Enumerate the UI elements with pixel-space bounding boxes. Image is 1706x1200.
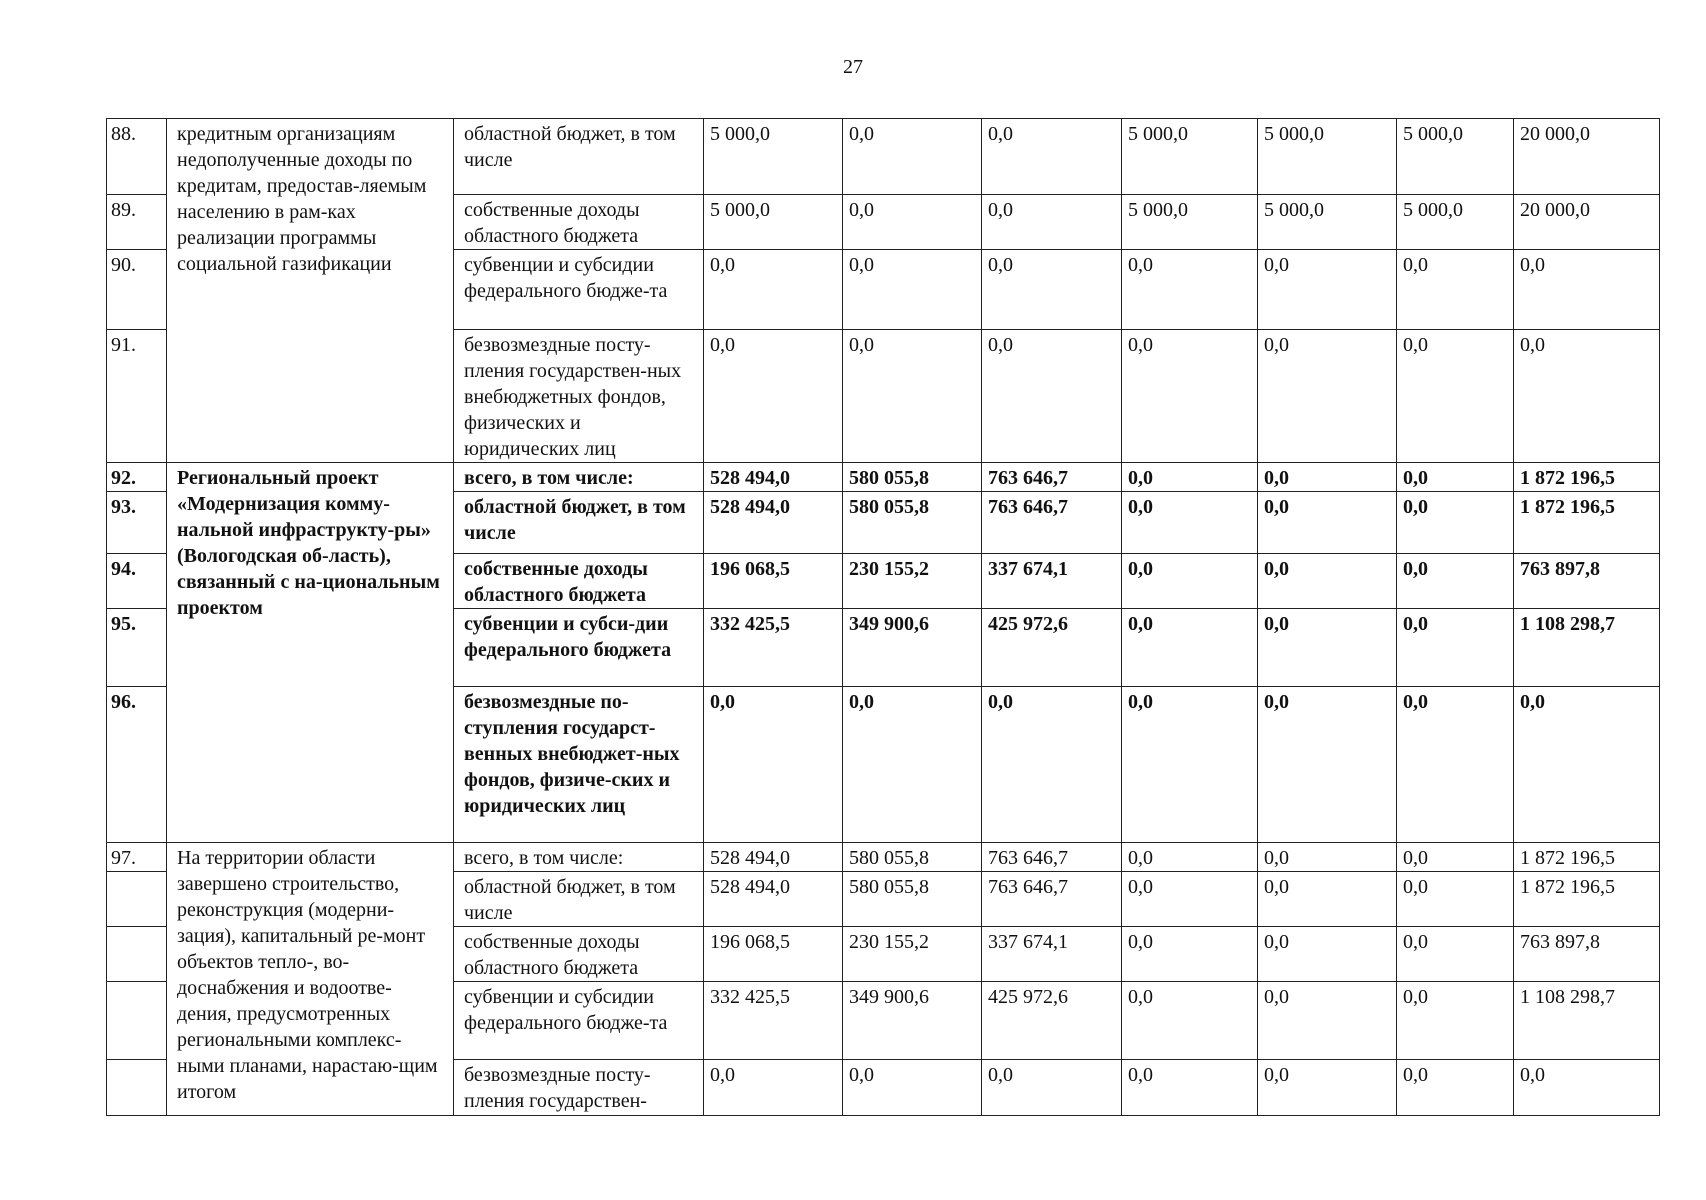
amount-cell: 337 674,1 — [982, 927, 1122, 982]
amount-cell: 0,0 — [843, 330, 982, 463]
funding-source: безвозмездные посту-пления государствен-ных внебюджетных фондов, физических и юридических лиц — [454, 330, 704, 463]
funding-source: областной бюджет, в том числе — [454, 119, 704, 195]
funding-source: субвенции и субсидии федерального бюдже-та — [454, 982, 704, 1060]
row-number: 94. — [107, 554, 167, 609]
amount-cell: 5 000,0 — [1397, 195, 1514, 250]
amount-cell: 5 000,0 — [704, 119, 843, 195]
funding-source: областной бюджет, в том числе — [454, 872, 704, 927]
amount-cell: 1 872 196,5 — [1514, 463, 1660, 492]
amount-cell: 528 494,0 — [704, 492, 843, 554]
amount-cell: 0,0 — [843, 687, 982, 843]
funding-source: собственные доходы областного бюджета — [454, 195, 704, 250]
amount-cell: 5 000,0 — [1122, 195, 1258, 250]
amount-cell: 0,0 — [1258, 250, 1397, 330]
row-number: 95. — [107, 609, 167, 687]
row-number: 92. — [107, 463, 167, 492]
amount-cell: 580 055,8 — [843, 463, 982, 492]
amount-cell: 0,0 — [1397, 554, 1514, 609]
amount-cell: 0,0 — [1258, 609, 1397, 687]
amount-cell: 349 900,6 — [843, 609, 982, 687]
amount-cell: 0,0 — [1258, 492, 1397, 554]
amount-cell: 0,0 — [843, 195, 982, 250]
amount-cell: 0,0 — [1258, 554, 1397, 609]
amount-cell: 20 000,0 — [1514, 195, 1660, 250]
amount-cell: 0,0 — [982, 195, 1122, 250]
amount-cell: 0,0 — [1258, 843, 1397, 872]
measure-name: На территории области завершено строительство, реконструкция (модерни-зация), капитальный ре-монт объектов тепло-, во-доснабжения и водоотве-дения, предусмотренных региональными комплекс-ными планами, нарастаю-щим итогом — [167, 843, 454, 1116]
row-number: 89. — [107, 195, 167, 250]
amount-cell: 0,0 — [1258, 927, 1397, 982]
amount-cell: 332 425,5 — [704, 982, 843, 1060]
funding-source: субвенции и субси-дии федерального бюджета — [454, 609, 704, 687]
amount-cell: 0,0 — [843, 1060, 982, 1116]
funding-source: всего, в том числе: — [454, 843, 704, 872]
amount-cell: 1 108 298,7 — [1514, 609, 1660, 687]
amount-cell: 0,0 — [1258, 982, 1397, 1060]
amount-cell: 0,0 — [1258, 330, 1397, 463]
amount-cell: 20 000,0 — [1514, 119, 1660, 195]
amount-cell: 0,0 — [704, 1060, 843, 1116]
row-number: 96. — [107, 687, 167, 843]
row-number — [107, 927, 167, 982]
amount-cell: 580 055,8 — [843, 843, 982, 872]
amount-cell: 0,0 — [1514, 687, 1660, 843]
amount-cell: 0,0 — [1397, 872, 1514, 927]
amount-cell: 763 897,8 — [1514, 554, 1660, 609]
amount-cell: 0,0 — [843, 250, 982, 330]
amount-cell: 425 972,6 — [982, 609, 1122, 687]
amount-cell: 0,0 — [1397, 463, 1514, 492]
table-row — [107, 843, 1660, 872]
amount-cell: 0,0 — [1122, 843, 1258, 872]
amount-cell: 0,0 — [1397, 843, 1514, 872]
amount-cell: 230 155,2 — [843, 927, 982, 982]
amount-cell: 1 872 196,5 — [1514, 492, 1660, 554]
amount-cell: 0,0 — [1258, 872, 1397, 927]
funding-source: собственные доходы областного бюджета — [454, 554, 704, 609]
row-number: 91. — [107, 330, 167, 463]
funding-source: всего, в том числе: — [454, 463, 704, 492]
table-row — [107, 463, 1660, 492]
amount-cell: 332 425,5 — [704, 609, 843, 687]
amount-cell: 0,0 — [1514, 330, 1660, 463]
amount-cell: 5 000,0 — [1258, 195, 1397, 250]
amount-cell: 0,0 — [1122, 492, 1258, 554]
amount-cell: 763 897,8 — [1514, 927, 1660, 982]
row-number: 90. — [107, 250, 167, 330]
amount-cell: 0,0 — [704, 687, 843, 843]
measure-name: Региональный проект «Модернизация комму-нальной инфраструкту-ры» (Вологодская об-ласть), связанный с на-циональным проектом — [167, 463, 454, 843]
row-number — [107, 1060, 167, 1116]
funding-source: безвозмездные по-ступления государст-венных внебюджет-ных фондов, физиче-ских и юридических лиц — [454, 687, 704, 843]
amount-cell: 1 108 298,7 — [1514, 982, 1660, 1060]
table-row — [107, 119, 1660, 195]
amount-cell: 580 055,8 — [843, 872, 982, 927]
budget-table — [106, 118, 1660, 1116]
amount-cell: 349 900,6 — [843, 982, 982, 1060]
amount-cell: 5 000,0 — [1258, 119, 1397, 195]
amount-cell: 0,0 — [1397, 1060, 1514, 1116]
amount-cell: 0,0 — [704, 250, 843, 330]
amount-cell: 580 055,8 — [843, 492, 982, 554]
amount-cell: 0,0 — [982, 119, 1122, 195]
amount-cell: 196 068,5 — [704, 927, 843, 982]
amount-cell: 0,0 — [843, 119, 982, 195]
amount-cell: 763 646,7 — [982, 463, 1122, 492]
amount-cell: 0,0 — [1258, 687, 1397, 843]
row-number: 93. — [107, 492, 167, 554]
amount-cell: 0,0 — [1258, 463, 1397, 492]
row-number: 97. — [107, 843, 167, 872]
amount-cell: 763 646,7 — [982, 492, 1122, 554]
amount-cell: 0,0 — [1397, 687, 1514, 843]
amount-cell: 0,0 — [1397, 609, 1514, 687]
funding-source: областной бюджет, в том числе — [454, 492, 704, 554]
amount-cell: 528 494,0 — [704, 872, 843, 927]
amount-cell: 196 068,5 — [704, 554, 843, 609]
amount-cell: 0,0 — [1122, 982, 1258, 1060]
amount-cell: 0,0 — [1397, 250, 1514, 330]
amount-cell: 0,0 — [982, 330, 1122, 463]
amount-cell: 528 494,0 — [704, 463, 843, 492]
measure-name: кредитным организациям недополученные доходы по кредитам, предостав-ляемым населению в рам-ках реализации программы социальной газификации — [167, 119, 454, 463]
amount-cell: 5 000,0 — [1397, 119, 1514, 195]
amount-cell: 0,0 — [1122, 687, 1258, 843]
amount-cell: 0,0 — [982, 1060, 1122, 1116]
amount-cell: 0,0 — [982, 250, 1122, 330]
amount-cell: 0,0 — [1122, 554, 1258, 609]
funding-source: собственные доходы областного бюджета — [454, 927, 704, 982]
amount-cell: 1 872 196,5 — [1514, 843, 1660, 872]
amount-cell: 528 494,0 — [704, 843, 843, 872]
row-number — [107, 872, 167, 927]
amount-cell: 0,0 — [1258, 1060, 1397, 1116]
amount-cell: 763 646,7 — [982, 843, 1122, 872]
funding-source: безвозмездные посту-пления государствен- — [454, 1060, 704, 1116]
amount-cell: 0,0 — [1122, 330, 1258, 463]
amount-cell: 0,0 — [982, 687, 1122, 843]
amount-cell: 1 872 196,5 — [1514, 872, 1660, 927]
row-number: 88. — [107, 119, 167, 195]
amount-cell: 230 155,2 — [843, 554, 982, 609]
amount-cell: 0,0 — [1122, 463, 1258, 492]
amount-cell: 0,0 — [1397, 927, 1514, 982]
amount-cell: 0,0 — [1397, 330, 1514, 463]
amount-cell: 0,0 — [1122, 872, 1258, 927]
amount-cell: 0,0 — [1122, 250, 1258, 330]
amount-cell: 0,0 — [704, 330, 843, 463]
page-number: 27 — [843, 56, 863, 78]
amount-cell: 0,0 — [1397, 492, 1514, 554]
amount-cell: 5 000,0 — [1122, 119, 1258, 195]
amount-cell: 5 000,0 — [704, 195, 843, 250]
amount-cell: 0,0 — [1122, 609, 1258, 687]
amount-cell: 763 646,7 — [982, 872, 1122, 927]
row-number — [107, 982, 167, 1060]
amount-cell: 0,0 — [1514, 1060, 1660, 1116]
amount-cell: 0,0 — [1122, 927, 1258, 982]
funding-source: субвенции и субсидии федерального бюдже-та — [454, 250, 704, 330]
amount-cell: 425 972,6 — [982, 982, 1122, 1060]
amount-cell: 0,0 — [1514, 250, 1660, 330]
amount-cell: 0,0 — [1122, 1060, 1258, 1116]
amount-cell: 337 674,1 — [982, 554, 1122, 609]
amount-cell: 0,0 — [1397, 982, 1514, 1060]
